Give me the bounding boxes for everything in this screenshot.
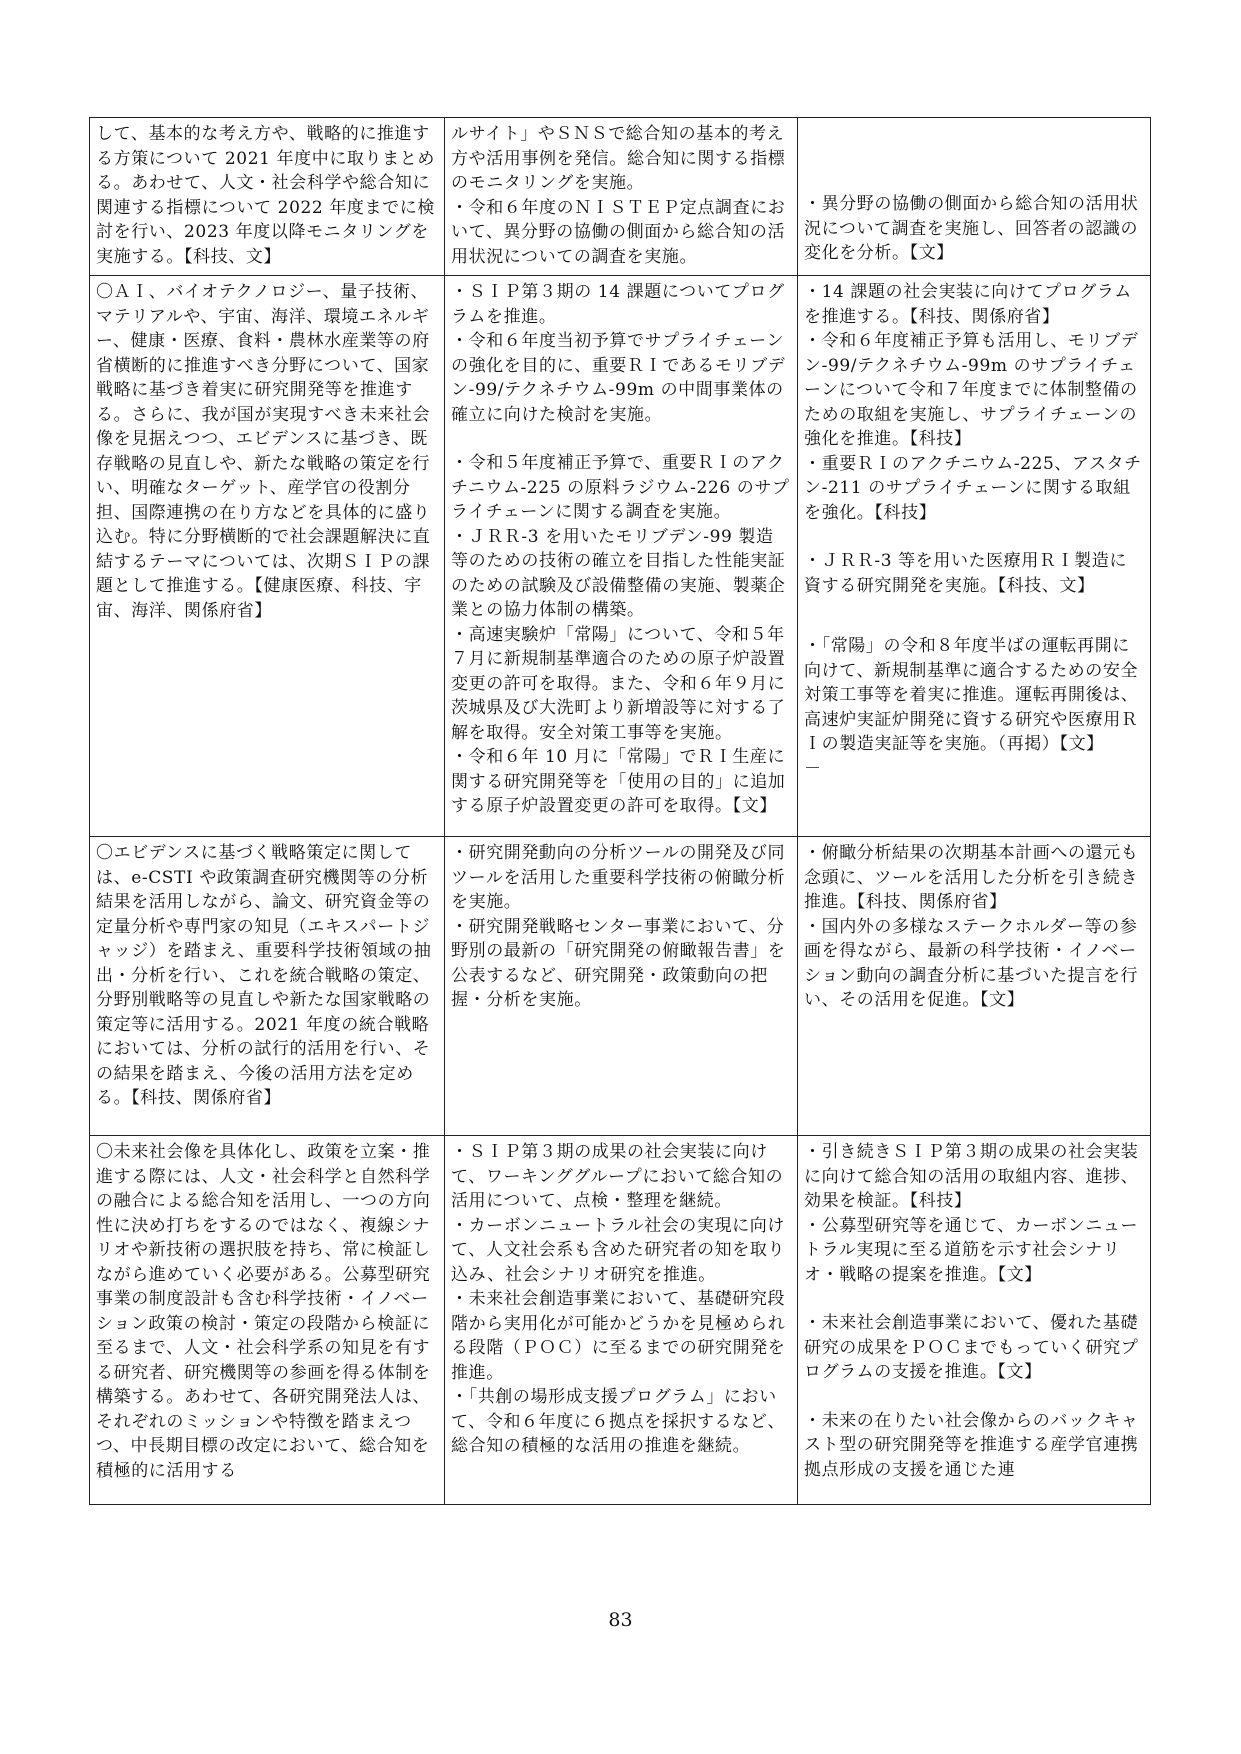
plan-item: ・未来の在りたい社会像からのバックキャスト型の研究開発等を推進する産学官連携拠点形成の支援を通じた連 — [804, 1410, 1139, 1480]
plan-item: ・俯瞰分析結果の次期基本計画への還元も念頭に、ツールを活用した分析を引き続き推進。【科技、関係府省】 — [804, 843, 1139, 912]
progress-item: ・カーボンニュートラル社会の実現に向けて、人文社会系も含めた研究者の知を取り込み、社会シナリオ研究を推進。 — [451, 1215, 786, 1285]
progress-item: ルサイト」やＳＮＳで総合知の基本的考え方や活用事例を発信。総合知に関する指標のモニタリングを実施。 — [451, 124, 786, 193]
plan-item: ・14 課題の社会実装に向けてプログラムを推進する。【科技、関係府省】 — [804, 282, 1132, 327]
measure-text: 〇未来社会像を具体化し、政策を立案・推進する際には、人文・社会科学と自然科学の融合による総合知を活用し、一つの方向性に決め打ちをするのではなく、複線シナリオや新技術の選択肢を持ち、常に検証しながら進めていく必要がある。公募型研究事業の制度設計も含む科学技術・イノベーション政策の検討・策定の段階から検証に至るまで、人文・社会科学系の知見を有する研究者、研究機関等の参画を得る体制を構築する。あわせて、各研究開発法人は、それぞれのミッションや特徴を踏まえつつ、中長期目標の改定において、総合知を積極的に活用する — [96, 1142, 431, 1481]
progress-item: ・「共創の場形成支援プログラム」において、令和６年度に６拠点を採択するなど、総合知の積極的な活用の推進を継続。 — [451, 1387, 786, 1456]
plan-cell — [798, 118, 1151, 276]
progress-cell — [445, 1136, 798, 1505]
plan-cell — [798, 1136, 1151, 1505]
plan-item: ・重要ＲＩのアクチニウム-225、アスタチン-211 のサプライチェーンに関する取組を強化。【科技】 — [804, 453, 1142, 523]
plan-item: ・公募型研究等を通じて、カーボンニュートラル実現に至る道筋を示す社会シナリオ・戦略の提案を推進。【文】 — [804, 1215, 1139, 1285]
plan-cell — [798, 276, 1151, 837]
plan-item: ・国内外の多様なステークホルダー等の参画を得ながら、最新の科学技術・イノベーション動向の調査分析に基づいた提言を行い、その活用を促進。【文】 — [804, 916, 1139, 1010]
table-row — [90, 118, 1151, 276]
plan-item: ・ＪＲＲ-3 等を用いた医療用ＲＩ製造に資する研究開発を実施。【科技、文】 — [804, 551, 1127, 596]
progress-cell — [445, 837, 798, 1136]
plan-item: ・引き続きＳＩＰ第３期の成果の社会実装に向けて総合知の活用の取組内容、進捗、効果を検証。【科技】 — [804, 1142, 1139, 1211]
progress-cell — [445, 118, 798, 276]
table-row — [90, 1136, 1151, 1505]
measure-text: 〇ＡＩ、バイオテクノロジー、量子技術、マテリアルや、宇宙、海洋、環境エネルギー、健康・医療、食料・農林水産業等の府省横断的に推進すべき分野について、国家戦略に基づき着実に研究開発等を推進する。さらに、我が国が実現すべき未来社会像を見据えつつ、エビデンスに基づき、既存戦略の見直しや、新たな戦略の策定を行い、明確なターゲット、産学官の役割分担、国際連携の在り方などを具体的に盛り込む。特に分野横断的で社会課題解決に直結するテーマについては、次期ＳＩＰの課題として推進する。【健康医療、科技、宇宙、海洋、関係府省】 — [96, 282, 431, 621]
table-row — [90, 837, 1151, 1136]
plan-cell — [798, 837, 1151, 1136]
measure-text: して、基本的な考え方や、戦略的に推進する方策について 2021 年度中に取りまとめる。あわせて、人文・社会科学や総合知に関連する指標について 2022 年度までに検討を行い、2023 年度以降モニタリングを実施する。【科技、文】 — [96, 124, 435, 267]
progress-item: ・令和６年 10 月に「常陽」でＲＩ生産に関する研究開発等を「使用の目的」に追加する原子炉設置変更の許可を取得。【文】 — [451, 747, 786, 816]
progress-item: ・ＳＩＰ第３期の 14 課題についてプログラムを推進。 — [451, 282, 785, 327]
progress-item: ・ＪＲＲ-3 を用いたモリブデン-99 製造等のための技術の確立を目指した性能実証のための試験及び設備整備の実施、製薬企業との協力体制の構築。 — [451, 526, 786, 620]
table-row — [90, 276, 1151, 837]
progress-item: ・研究開発戦略センター事業において、分野別の最新の「研究開発の俯瞰報告書」を公表するなど、研究開発・政策動向の把握・分析を実施。 — [451, 916, 786, 1010]
progress-item: ・研究開発動向の分析ツールの開発及び同ツールを活用した重要科学技術の俯瞰分析を実施。 — [451, 843, 786, 912]
measure-cell — [90, 1136, 445, 1505]
policy-table — [89, 117, 1151, 1505]
plan-item: － — [804, 758, 822, 779]
plan-item: ・令和６年度補正予算も活用し、モリブデン-99/テクネチウム-99m のサプライチェーンについて令和７年度までに体制整備のための取組を実施し、サプライチェーンの強化を推進。【科技】 — [804, 331, 1139, 449]
measure-cell — [90, 118, 445, 276]
progress-item: ・ＳＩＰ第３期の成果の社会実装に向けて、ワーキンググループにおいて総合知の活用について、点検・整理を継続。 — [451, 1142, 784, 1211]
page-number: 83 — [608, 1609, 633, 1631]
progress-cell — [445, 276, 798, 837]
plan-item: ・異分野の協働の側面から総合知の活用状況について調査を実施し、回答者の認識の変化を分析。【文】 — [804, 194, 1139, 263]
progress-item: ・高速実験炉「常陽」について、令和５年７月に新規制基準適合のための原子炉設置変更の許可を取得。また、令和６年９月に茨城県及び大洗町より新増設等に対する了解を取得。安全対策工事等を実施。 — [451, 624, 786, 743]
plan-item: ・「常陽」の令和８年度半ばの運転再開に向けて、新規制基準に適合するための安全対策工事等を着実に推進。運転再開後は、高速炉実証炉開発に資する研究や医療用ＲＩの製造実証等を実施。（再掲）【文】 — [804, 636, 1139, 754]
progress-item: ・令和５年度補正予算で、重要ＲＩのアクチニウム-225 の原料ラジウム-226 のサプライチェーンに関する調査を実施。 — [451, 453, 790, 522]
progress-item: ・令和６年度当初予算でサプライチェーンの強化を目的に、重要ＲＩであるモリブデン-99/テクネチウム-99m の中間事業体の確立に向けた検討を実施。 — [451, 331, 786, 425]
measure-cell — [90, 276, 445, 837]
measure-text: 〇エビデンスに基づく戦略策定に関しては、e-CSTI や政策調査研究機関等の分析結果を活用しながら、論文、研究資金等の定量分析や専門家の知見（エキスパートジャッジ）を踏まえ、重要科学技術領域の抽出・分析を行い、これを統合戦略の策定、分野別戦略等の見直しや新たな国家戦略の策定等に活用する。2021 年度の統合戦略においては、分析の試行的活用を行い、その結果を踏まえ、今後の活用方法を定める。【科技、関係府省】 — [96, 843, 432, 1108]
measure-cell — [90, 837, 445, 1136]
progress-item: ・令和６年度のＮＩＳＴＥＰ定点調査において、異分野の協働の側面から総合知の活用状況についての調査を実施。 — [451, 197, 786, 267]
progress-item: ・未来社会創造事業において、基礎研究段階から実用化が可能かどうかを見極められる段階（ＰＯＣ）に至るまでの研究開発を推進。 — [451, 1289, 786, 1383]
plan-item: ・未来社会創造事業において、優れた基礎研究の成果をＰＯＣまでもっていく研究プログラムの支援を推進。【文】 — [804, 1313, 1139, 1382]
